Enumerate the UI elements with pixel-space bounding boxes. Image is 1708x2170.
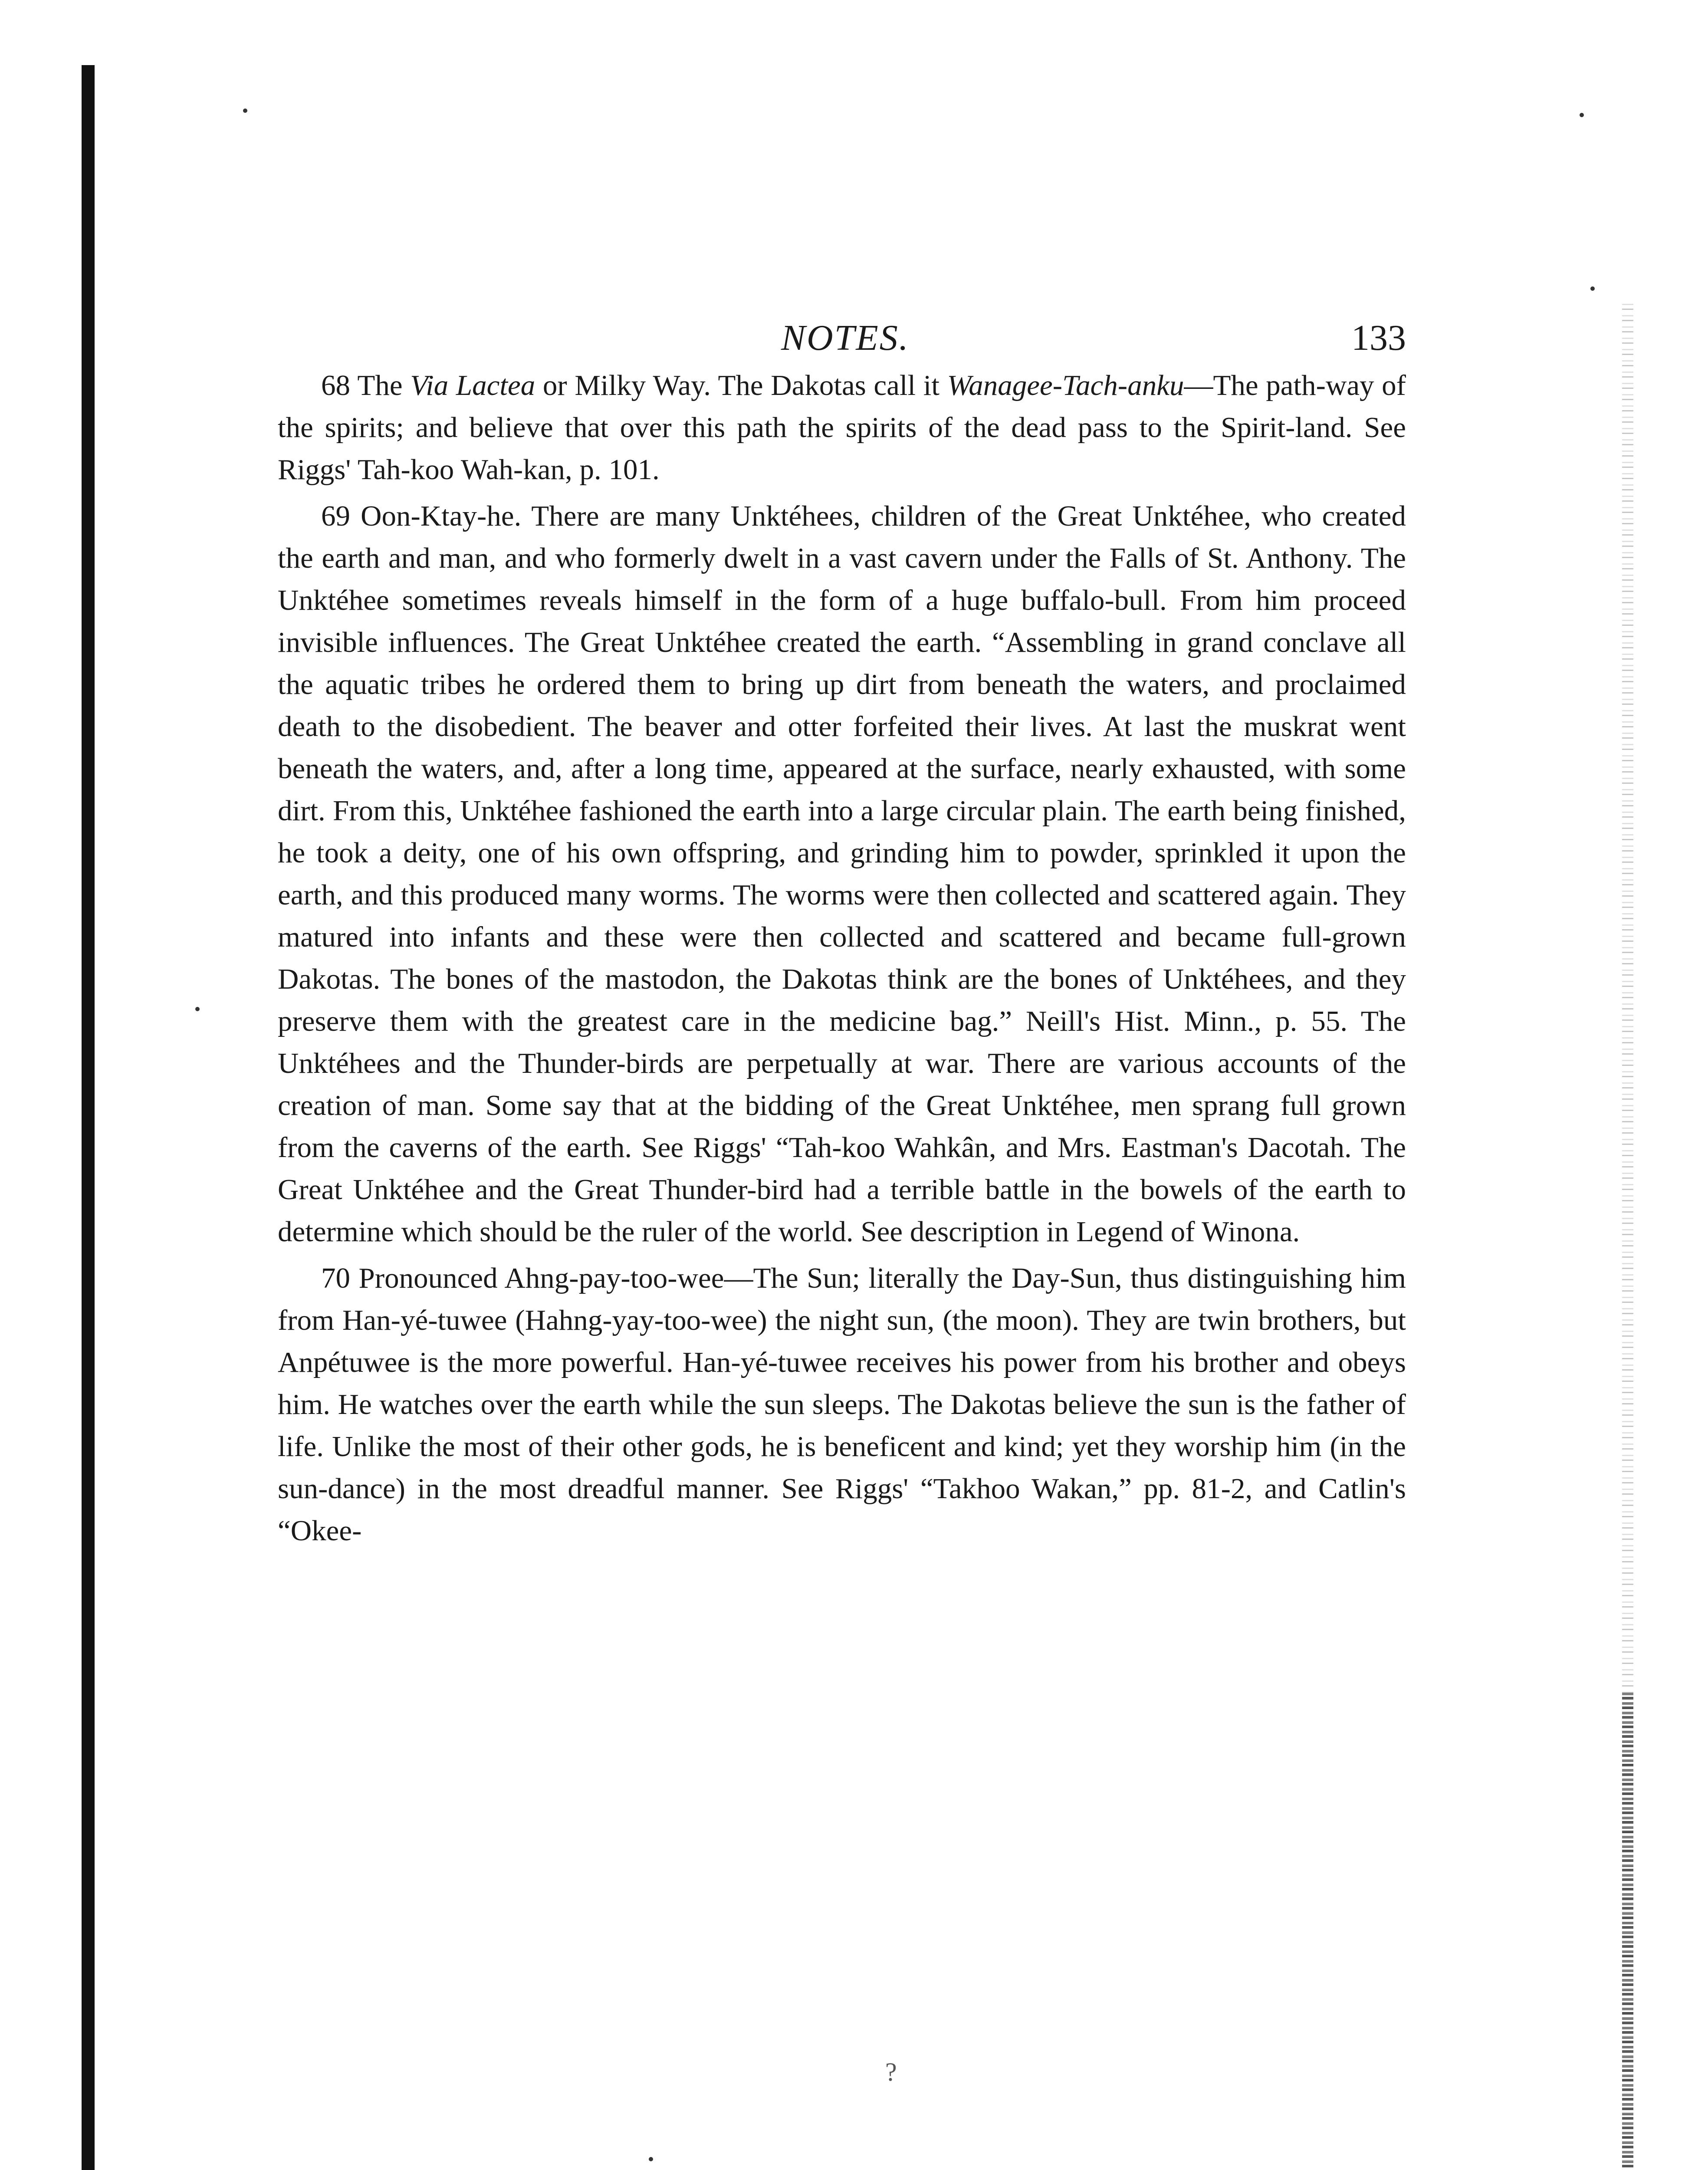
running-title: NOTES.: [781, 318, 910, 358]
note-68-italic-term: Via Lactea: [410, 369, 535, 401]
note-68-mid: or Milky Way. The Dakotas call it: [535, 369, 947, 401]
page-number: 133: [1351, 318, 1406, 358]
note-68-italic-name: Wanagee-Tach-anku: [947, 369, 1184, 401]
document-page: [278, 317, 1406, 1556]
note-68: [278, 365, 1406, 491]
scan-speck: [195, 1007, 200, 1011]
footer-mark: ?: [885, 2058, 897, 2086]
scan-speck: [1590, 286, 1595, 291]
note-69: 69 Oon-Ktay-he. There are many Unktéhees, children of the Great Unktéhee, who created the earth and man, and who formerly dwelt in a vast cavern under the Falls of St. Anthony. The Unktéhee sometimes reveals himself in the form of a huge buffalo-bull. From him proceed invisible influences. The Great Unktéhee created the earth. “Assembling in grand conclave all the aquatic tribes he ordered them to bring up dirt from beneath the waters, and proclaimed death to the disobedient. The beaver and otter forfeited their lives. At last the muskrat went beneath the waters, and, after a long time, appeared at the surface, nearly exhausted, with some dirt. From this, Unktéhee fashioned the earth into a large circular plain. The earth being finished, he took a deity, one of his own offspring, and grinding him to powder, sprinkled it upon the earth, and this produced many worms. The worms were then collected and scattered again. They matured into infants and these were then collected and scattered and became full-grown Dakotas. The bones of the mastodon, the Dakotas think are the bones of Unktéhees, and they preserve them with the greatest care in the medicine bag.” Neill's Hist. Minn., p. 55. The Unktéhees and the Thunder-birds are perpetually at war. There are various accounts of the creation of man. Some say that at the bidding of the Great Unktéhee, men sprang full grown from the caverns of the earth. See Riggs' “Tah-koo Wahkân, and Mrs. Eastman's Dacotah. The Great Unktéhee and the Great Thunder-bird had a terrible battle in the bowels of the earth to determine which should be the ruler of the world. See description in Legend of Winona.: [278, 500, 1406, 1248]
book-binding-edge: [82, 65, 95, 2170]
note-68-rest: —The path-way of the spirits; and believe that over this path the spirits of the dead pass to the Spirit-land. See Riggs' Tah-koo Wah-kan, p. 101.: [278, 369, 1406, 486]
note-70: 70 Pronounced Ahng-pay-too-wee—The Sun; literally the Day-Sun, thus distinguishing him from Han-yé-tuwee (Hahng-yay-too-wee) the night sun, (the moon). They are twin brothers, but Anpétuwee is the more powerful. Han-yé-tuwee receives his power from his brother and obeys him. He watches over the earth while the sun sleeps. The Dakotas believe the sun is the father of life. Unlike the most of their other gods, he is beneficent and kind; yet they worship him (in the sun-dance) in the most dreadful manner. See Riggs' “Takhoo Wakan,” pp. 81-2, and Catlin's “Okee-: [278, 1262, 1406, 1547]
scan-speck: [243, 108, 247, 113]
scan-speck: [649, 2157, 653, 2161]
running-header: [278, 317, 1406, 365]
scan-edge-strip-dark: [1622, 1693, 1633, 2170]
note-68-lead: 68 The: [321, 369, 411, 401]
scan-speck: [1580, 113, 1584, 117]
